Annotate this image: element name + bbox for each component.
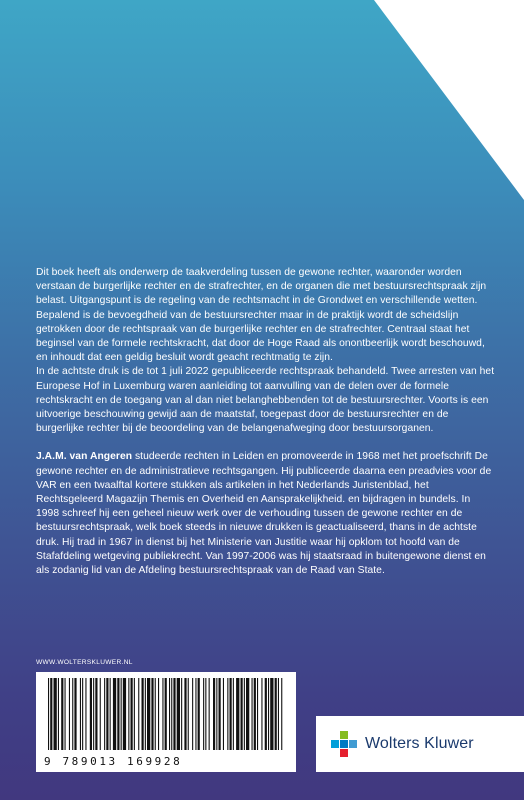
author-bio-text: studeerde rechten in Leiden en promoveerde in 1968 met het proefschrift De gewone rechter en de administratieve rechtsgangen. Hij publiceerde daarna een preadvies voor de VAR en een twaalftal kortere stukken als artikelen in het Nederlands Juristenblad, het Rechtsgeleerd Magazijn Themis en Overheid en Aansprakelijkheid. en bijdragen in bundels. In 1998 schreef hij een geheel nieuw werk over de verhouding tussen de gewone rechter en de bestuursrechtspraak, welk boek steeds in nieuwe drukken is geactualiseerd, thans in de achtste druk. Hij trad in 1967 in dienst bij het Ministerie van Justitie waar hij opklom tot hoofd van de Stafafdeling wetgeving publiekrecht. Van 1997-2006 was hij staatsraad in buitengewone dienst en als zodanig lid van de Afdeling bestuursrechtspraak van de Raad van State. [36,451,492,577]
wolters-kluwer-logo-icon [330,730,358,758]
isbn-number: 9 789013 169928 [44,755,183,768]
barcode-panel [36,672,296,772]
publisher-website: WWW.WOLTERSKLUWER.NL [36,659,133,666]
edition-paragraph: In de achtste druk is de tot 1 juli 2022 gepubliceerde rechtspraak behandeld. Twee arresten van het Europese Hof in Luxemburg waren aanleiding tot aanvulling van de delen over de formele rechtskracht en de toegang van al dan niet belanghebbenden tot de bestuursrechter. Voorts is een uitvoerige beschouwing gewijd aan de maatstaf, toegepast door de bestuursrechter en de burgerlijke rechter bij de beoordeling van de belangenafweging door bestuursorganen. [36,366,495,435]
publisher-logo-panel [316,716,524,772]
author-bio [36,450,496,578]
barcode-icon [46,678,286,752]
author-name: J.A.M. van Angeren [36,451,133,463]
description-paragraph: Dit boek heeft als onderwerp de taakverdeling tussen de gewone rechter, waaronder worden verstaan de burgerlijke rechter en de strafrechter, en de organen die met bestuursrechtspraak zijn belast. Uitgangspunt is de regeling van de rechtsmacht in de Grondwet en verschillende wetten. Bepalend is de bevoegdheid van de bestuursrechter maar in de praktijk wordt de scheidslijn getrokken door de rechtspraak van de burgerlijke rechter en de strafrechter. Centraal staat het beginsel van de formele rechtskracht, dat door de Hoge Raad als onontbeerlijk wordt beschouwd, en inhoudt dat een geldig besluit wordt geacht rechtmatig te zijn. [36,267,487,364]
publisher-name: Wolters Kluwer [365,735,474,752]
cover-body-text [36,266,496,578]
cover-corner-triangle [374,0,524,200]
